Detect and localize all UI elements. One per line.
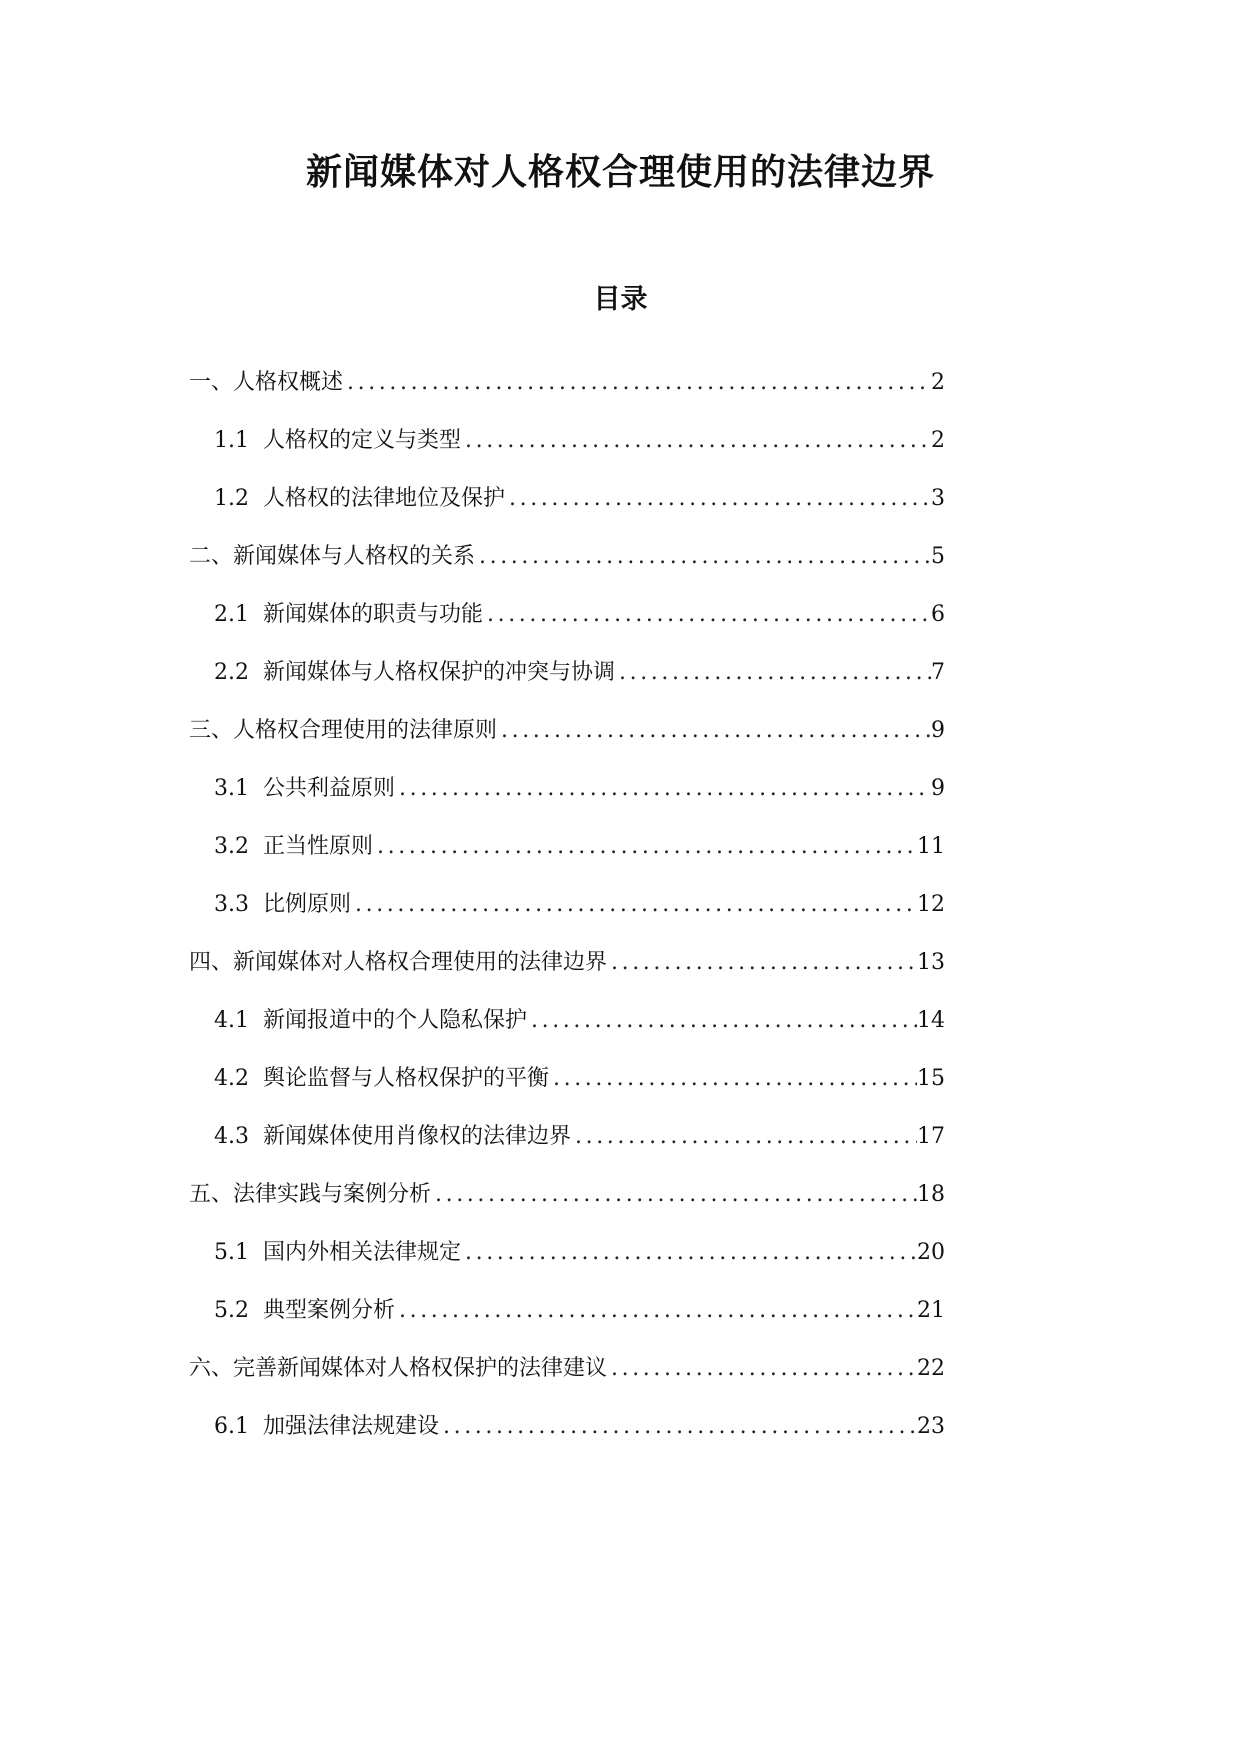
toc-dot-leader [431,1177,917,1213]
toc-entry-page-number: 12 [917,892,945,917]
toc-entry-title: 公共利益原则 [263,776,396,801]
toc-entry-title: 人格权的定义与类型 [263,428,462,453]
toc-entry-number: 5.1 [214,1240,249,1265]
toc-entry-title: 典型案例分析 [263,1298,396,1323]
toc-dot-leader [607,945,917,981]
toc-entry-page-number: 20 [917,1240,945,1265]
toc-entry-title: 二、新闻媒体与人格权的关系 [189,544,476,569]
toc-entry-title: 新闻媒体与人格权保护的冲突与协调 [263,660,616,685]
toc-entry-page-number: 23 [917,1414,945,1439]
toc-entry-title: 国内外相关法律规定 [263,1240,462,1265]
toc-entry-title: 四、新闻媒体对人格权合理使用的法律边界 [189,950,608,975]
toc-entry-page-number: 9 [931,776,945,801]
toc-subsection-entry[interactable] [214,1235,945,1271]
toc-dot-leader [497,713,931,749]
toc-entry-page-number: 2 [931,370,945,395]
toc-entry-title: 六、完善新闻媒体对人格权保护的法律建议 [189,1356,608,1381]
toc-entry-number: 2.1 [214,602,249,627]
toc-dot-leader [505,481,931,517]
toc-entry-title: 正当性原则 [263,834,374,859]
toc-entry-title: 加强法律法规建设 [263,1414,440,1439]
toc-dot-leader [607,1351,917,1387]
toc-dot-leader [439,1409,917,1445]
toc-dot-leader [395,1293,917,1329]
document-title: 新闻媒体对人格权合理使用的法律边界 [305,151,935,193]
toc-entry-number: 4.1 [214,1008,249,1033]
toc-dot-leader [343,365,931,401]
toc-section-entry[interactable] [189,713,945,749]
toc-dot-leader [351,887,917,923]
toc-entry-page-number: 5 [931,544,945,569]
toc-subsection-entry[interactable] [214,597,945,633]
toc-section-entry[interactable] [189,1351,945,1387]
toc-entry-page-number: 18 [917,1182,945,1207]
toc-entry-page-number: 21 [917,1298,945,1323]
toc-entry-page-number: 14 [917,1008,945,1033]
toc-section-entry[interactable] [189,539,945,575]
toc-entry-number: 3.3 [214,892,249,917]
toc-entry-title: 新闻报道中的个人隐私保护 [263,1008,528,1033]
toc-subsection-entry[interactable] [214,1409,945,1445]
toc-entry-number: 6.1 [214,1414,249,1439]
toc-entry-title: 三、人格权合理使用的法律原则 [189,718,498,743]
toc-entry-title: 一、人格权概述 [189,370,344,395]
toc-dot-leader [527,1003,917,1039]
toc-entry-title: 新闻媒体使用肖像权的法律边界 [263,1124,572,1149]
toc-section-entry[interactable] [189,365,945,401]
toc-dot-leader [483,597,931,633]
toc-entry-number: 3.2 [214,834,249,859]
toc-entry-page-number: 11 [917,834,945,859]
toc-entry-title: 人格权的法律地位及保护 [263,486,506,511]
toc-entry-number: 1.2 [214,486,249,511]
toc-dot-leader [571,1119,917,1155]
toc-entry-title: 比例原则 [263,892,352,917]
toc-entry-page-number: 9 [931,718,945,743]
toc-subsection-entry[interactable] [214,887,945,923]
toc-subsection-entry[interactable] [214,1119,945,1155]
toc-entry-number: 2.2 [214,660,249,685]
toc-entry-page-number: 17 [917,1124,945,1149]
toc-entry-page-number: 2 [931,428,945,453]
toc-entry-page-number: 22 [917,1356,945,1381]
toc-subsection-entry[interactable] [214,1003,945,1039]
toc-entry-title: 五、法律实践与案例分析 [189,1182,432,1207]
toc-entry-page-number: 7 [931,660,945,685]
toc-section-entry[interactable] [189,1177,945,1213]
toc-entry-number: 3.1 [214,776,249,801]
toc-entry-page-number: 6 [931,602,945,627]
toc-dot-leader [461,1235,917,1271]
toc-subsection-entry[interactable] [214,1061,945,1097]
toc-entry-title: 新闻媒体的职责与功能 [263,602,484,627]
toc-heading: 目录 [593,284,648,315]
toc-entry-number: 1.1 [214,428,249,453]
toc-entry-title: 舆论监督与人格权保护的平衡 [263,1066,550,1091]
toc-entry-number: 4.2 [214,1066,249,1091]
toc-dot-leader [615,655,931,691]
toc-dot-leader [475,539,931,575]
toc-entry-page-number: 3 [931,486,945,511]
toc-subsection-entry[interactable] [214,771,945,807]
toc-subsection-entry[interactable] [214,1293,945,1329]
toc-dot-leader [395,771,931,807]
toc-subsection-entry[interactable] [214,423,945,459]
toc-dot-leader [461,423,931,459]
toc-subsection-entry[interactable] [214,829,945,865]
toc-subsection-entry[interactable] [214,655,945,691]
toc-subsection-entry[interactable] [214,481,945,517]
toc-dot-leader [549,1061,917,1097]
toc-dot-leader [373,829,917,865]
toc-entry-page-number: 15 [917,1066,945,1091]
toc-entry-page-number: 13 [917,950,945,975]
toc-section-entry[interactable] [189,945,945,981]
toc-entry-number: 4.3 [214,1124,249,1149]
toc-entry-number: 5.2 [214,1298,249,1323]
